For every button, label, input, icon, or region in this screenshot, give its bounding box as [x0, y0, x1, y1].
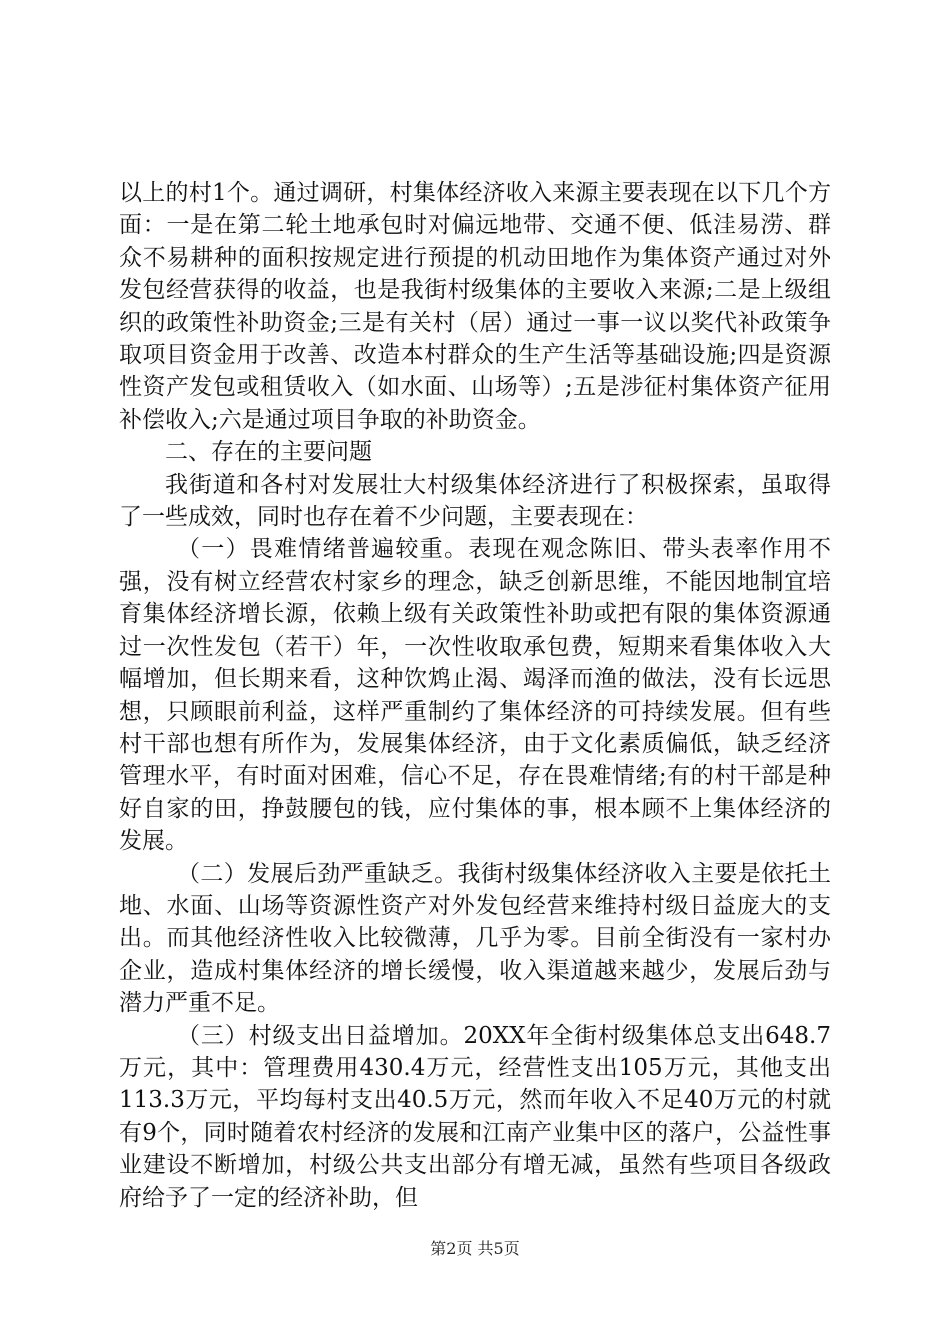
paragraph-problem-3: （三）村级支出日益增加。20XX年全街村级集体总支出648.7万元，其中：管理费用430.4万元，经营性支出105万元，其他支出113.3万元，平均每村支出40.5万元，然而年收入不足40万元的村就有9个，同时随着农村经济的发展和江南产业集中区的落户，公益性事业建设不断增加，村级公共支出部分有增无减，虽然有些项目各级政府给予了一定的经济补助，但	[119, 1022, 831, 1211]
page-footer: 第2页 共5页	[430, 1239, 520, 1258]
paragraph-problem-1: （一）畏难情绪普遍较重。表现在观念陈旧、带头表率作用不强，没有树立经营农村家乡的理念，缺乏创新思维，不能因地制宜培育集体经济增长源，依赖上级有关政策性补助或把有限的集体资源通过一次性发包（若干）年，一次性收取承包费，短期来看集体收入大幅增加，但长期来看，这种饮鸩止渴、竭泽而渔的做法，没有长远思想，只顾眼前利益，这样严重制约了集体经济的可持续发展。但有些村干部也想有所作为，发展集体经济，由于文化素质偏低，缺乏经济管理水平，有时面对困难，信心不足，存在畏难情绪;有的村干部是种好自家的田，挣鼓腰包的钱，应付集体的事，根本顾不上集体经济的发展。	[119, 536, 831, 855]
paragraph-problems-intro: 我街道和各村对发展壮大村级集体经济进行了积极探索，虽取得了一些成效，同时也存在着不少问题，主要表现在：	[119, 471, 831, 531]
paragraph-problem-2: （二）发展后劲严重缺乏。我街村级集体经济收入主要是依托土地、水面、山场等资源性资产对外发包经营来维持村级日益庞大的支出。而其他经济性收入比较微薄，几乎为零。目前全街没有一家村办企业，造成村集体经济的增长缓慢，收入渠道越来越少，发展后劲与潜力严重不足。	[119, 860, 831, 1017]
section-heading-main-problems: 二、存在的主要问题	[165, 439, 372, 466]
paragraph-income-sources: 以上的村1个。通过调研，村集体经济收入来源主要表现在以下几个方面：一是在第二轮土地承包时对偏远地带、交通不便、低洼易涝、群众不易耕种的面积按规定进行预提的机动田地作为集体资产通过对外发包经营获得的收益，也是我街村级集体的主要收入来源;二是上级组织的政策性补助资金;三是有关村（居）通过一事一议以奖代补政策争取项目资金用于改善、改造本村群众的生产生活等基础设施;四是资源性资产发包或租赁收入（如水面、山场等）;五是涉征村集体资产征用补偿收入;六是通过项目争取的补助资金。	[119, 180, 831, 433]
document-body	[119, 177, 831, 1214]
